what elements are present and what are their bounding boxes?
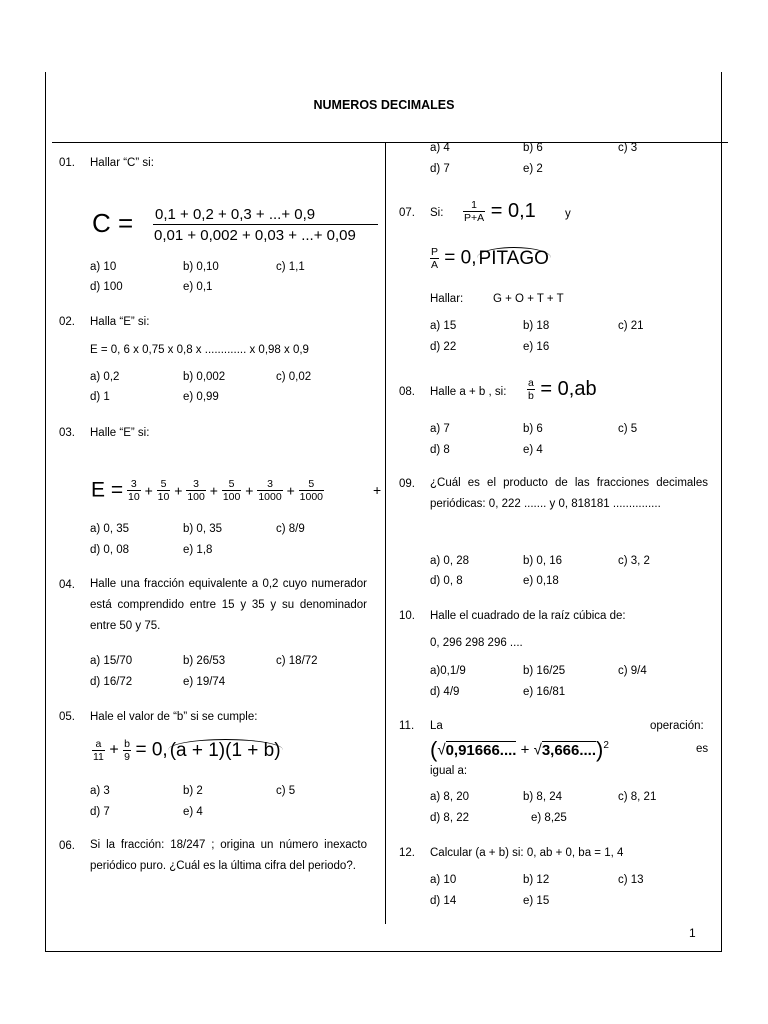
- formula-sum: E = $\frac{3}{10}$ + $\frac{5}{10}$ + $\frac{3}{100}$ + $\frac{5}{100}$ + $\frac{3}{1000}$ + $\frac{5}{1000}$: [91, 478, 323, 503]
- question-number: 08.: [399, 386, 415, 398]
- question-number: 02.: [59, 316, 75, 328]
- option-d: d) 7: [430, 163, 450, 175]
- option-b: b) 6: [523, 423, 543, 435]
- option-a: a) 0, 35: [90, 523, 129, 535]
- option-a: a) 10: [90, 261, 117, 273]
- question-number: 06.: [59, 840, 75, 852]
- radicand-2: 3,666....: [541, 741, 597, 759]
- option-e: e) 16: [523, 341, 550, 353]
- question-number: 10.: [399, 610, 415, 622]
- value: 0, 296 298 296 ....: [430, 637, 523, 649]
- page-number: 1: [689, 926, 696, 940]
- question-number: 11.: [399, 720, 415, 732]
- fraction-term: $\frac{5}{1000}$: [299, 478, 323, 503]
- option-c: c) 3: [618, 142, 638, 154]
- option-c: c) 13: [618, 874, 644, 886]
- formula-lhs: C =: [92, 208, 134, 238]
- option-c: c) 9/4: [618, 665, 647, 677]
- question-text: ¿Cuál es el producto de las fracciones decimales periódicas: 0, 222 ....... y 0, 818181 ...............: [430, 477, 708, 510]
- option-b: b) 16/25: [523, 665, 566, 677]
- option-e: e) 16/81: [523, 686, 566, 698]
- option-a: a) 10: [430, 874, 457, 886]
- formula-2: $\frac{P}{A}$ = 0, PITAGO: [431, 246, 549, 271]
- option-b: b) 12: [523, 874, 550, 886]
- exponent: 2: [603, 739, 609, 751]
- question-number: 09.: [399, 478, 415, 490]
- question-text: Halle el cuadrado de la raíz cúbica de:: [430, 610, 626, 622]
- fraction-term: $\frac{3}{1000}$: [258, 478, 282, 503]
- column-separator: [385, 142, 386, 924]
- option-c: c) 21: [618, 320, 644, 332]
- option-e: e) 4: [523, 444, 543, 456]
- option-a: a) 8, 20: [430, 791, 469, 803]
- page-border-right: [721, 72, 722, 952]
- option-d: d) 100: [90, 281, 123, 293]
- periodic-arc: PITAGO: [478, 247, 549, 269]
- option-c: c) 3, 2: [618, 555, 650, 567]
- option-c: c) 5: [618, 423, 638, 435]
- option-c: c) 18/72: [276, 655, 318, 667]
- fraction: $\frac{1}{P+A}$: [464, 199, 485, 224]
- question-number: 12.: [399, 847, 415, 859]
- option-a: a) 15/70: [90, 655, 133, 667]
- option-d: d) 0, 08: [90, 544, 129, 556]
- option-c: c) 8/9: [276, 523, 305, 535]
- fraction-a: $\frac{a}{11}$: [93, 738, 104, 763]
- fraction-term: $\frac{5}{100}$: [222, 478, 241, 503]
- fraction: $\frac{P}{A}$: [431, 246, 439, 271]
- option-e: e) 1,8: [183, 544, 213, 556]
- option-e: e) 0,99: [183, 391, 219, 403]
- option-e: e) 15: [523, 895, 550, 907]
- question-number: 03.: [59, 427, 75, 439]
- formula: (√0,91666.... + √3,666....)$^2$: [430, 737, 609, 762]
- question-text: Halle a + b , si:: [430, 386, 507, 398]
- question-number: 01.: [59, 157, 75, 169]
- option-b: b) 0,002: [183, 371, 226, 383]
- option-a: a) 15: [430, 320, 457, 332]
- question-text: Si la fracción: 18/247 ; origina un número inexacto periódico puro. ¿Cuál es la última cifra del periodo?.: [90, 839, 367, 872]
- option-b: b) 18: [523, 320, 550, 332]
- page-title: NUMEROS DECIMALES: [313, 98, 455, 112]
- option-c: c) 5: [276, 785, 296, 797]
- question-number: 04.: [59, 579, 75, 591]
- option-d: d) 0, 8: [430, 575, 463, 587]
- option-a: a) 0,2: [90, 371, 120, 383]
- question-text: Hallar “C” si:: [90, 157, 154, 169]
- question-number: 07.: [399, 207, 415, 219]
- option-e: e) 2: [523, 163, 543, 175]
- option-b: b) 6: [523, 142, 543, 154]
- question-text: Hale el valor de “b” si se cumple:: [90, 711, 258, 723]
- option-b: b) 26/53: [183, 655, 226, 667]
- option-d: d) 16/72: [90, 676, 133, 688]
- fraction-term: $\frac{3}{10}$: [128, 478, 140, 503]
- formula-lhs: E =: [91, 478, 124, 502]
- question-text: Si:: [430, 207, 444, 219]
- option-b: b) 2: [183, 785, 203, 797]
- radicand-1: 0,91666....: [445, 741, 517, 759]
- option-e: e) 19/74: [183, 676, 226, 688]
- option-b: b) 0,10: [183, 261, 219, 273]
- option-d: d) 22: [430, 341, 457, 353]
- formula: $\frac{a}{11}$ + $\frac{b}{9}$ = 0, (a + 1)(1 + b): [93, 738, 281, 763]
- option-b: b) 0, 16: [523, 555, 562, 567]
- option-c: c) 8, 21: [618, 791, 657, 803]
- fraction: $\frac{a}{b}$: [528, 377, 534, 402]
- option-e: e) 4: [183, 806, 203, 818]
- formula-denominator: 0,01 + 0,002 + 0,03 + ...+ 0,09: [154, 227, 356, 244]
- formula: G + O + T + T: [493, 293, 564, 305]
- periodic-arc: (a + 1)(1 + b): [169, 739, 281, 761]
- fraction-term: $\frac{5}{10}$: [157, 478, 170, 503]
- question-text: Halla “E” si:: [90, 316, 150, 328]
- formula: E = 0, 6 x 0,75 x 0,8 x ............. x 0,98 x 0,9: [90, 344, 309, 356]
- option-e: e) 8,25: [531, 812, 567, 824]
- page-border-left: [45, 72, 46, 952]
- formula: $\frac{a}{b}$ = 0,ab: [528, 377, 597, 402]
- formula-1: $\frac{1}{P+A}$ = 0,1: [464, 199, 536, 224]
- option-d: d) 14: [430, 895, 457, 907]
- option-c: c) 0,02: [276, 371, 312, 383]
- fraction-term: $\frac{3}{100}$: [187, 478, 205, 503]
- fraction-bar: [153, 224, 378, 225]
- option-e: e) 0,18: [523, 575, 559, 587]
- option-d: d) 8: [430, 444, 450, 456]
- option-a: a) 7: [430, 423, 450, 435]
- option-a: a) 4: [430, 142, 450, 154]
- option-b: b) 8, 24: [523, 791, 562, 803]
- page-border-bottom: [45, 951, 722, 952]
- fraction-b: $\frac{b}{9}$: [124, 738, 130, 763]
- option-a: a) 0, 28: [430, 555, 469, 567]
- question-number: 05.: [59, 711, 75, 723]
- option-d: d) 4/9: [430, 686, 460, 698]
- option-d: d) 1: [90, 391, 110, 403]
- option-a: a)0,1/9: [430, 665, 466, 677]
- option-e: e) 0,1: [183, 281, 213, 293]
- option-a: a) 3: [90, 785, 110, 797]
- option-b: b) 0, 35: [183, 523, 222, 535]
- option-d: d) 7: [90, 806, 110, 818]
- formula-numerator: 0,1 + 0,2 + 0,3 + ...+ 0,9: [155, 206, 316, 223]
- question-text: Halle “E” si:: [90, 427, 150, 439]
- question-text: Calcular (a + b) si: 0, ab + 0, ba = 1, 4: [430, 847, 624, 859]
- option-c: c) 1,1: [276, 261, 305, 273]
- option-d: d) 8, 22: [430, 812, 469, 824]
- question-text: Halle una fracción equivalente a 0,2 cuyo numerador está comprendido entre 15 y 35 y su denominador entre 50 y 75.: [90, 578, 367, 632]
